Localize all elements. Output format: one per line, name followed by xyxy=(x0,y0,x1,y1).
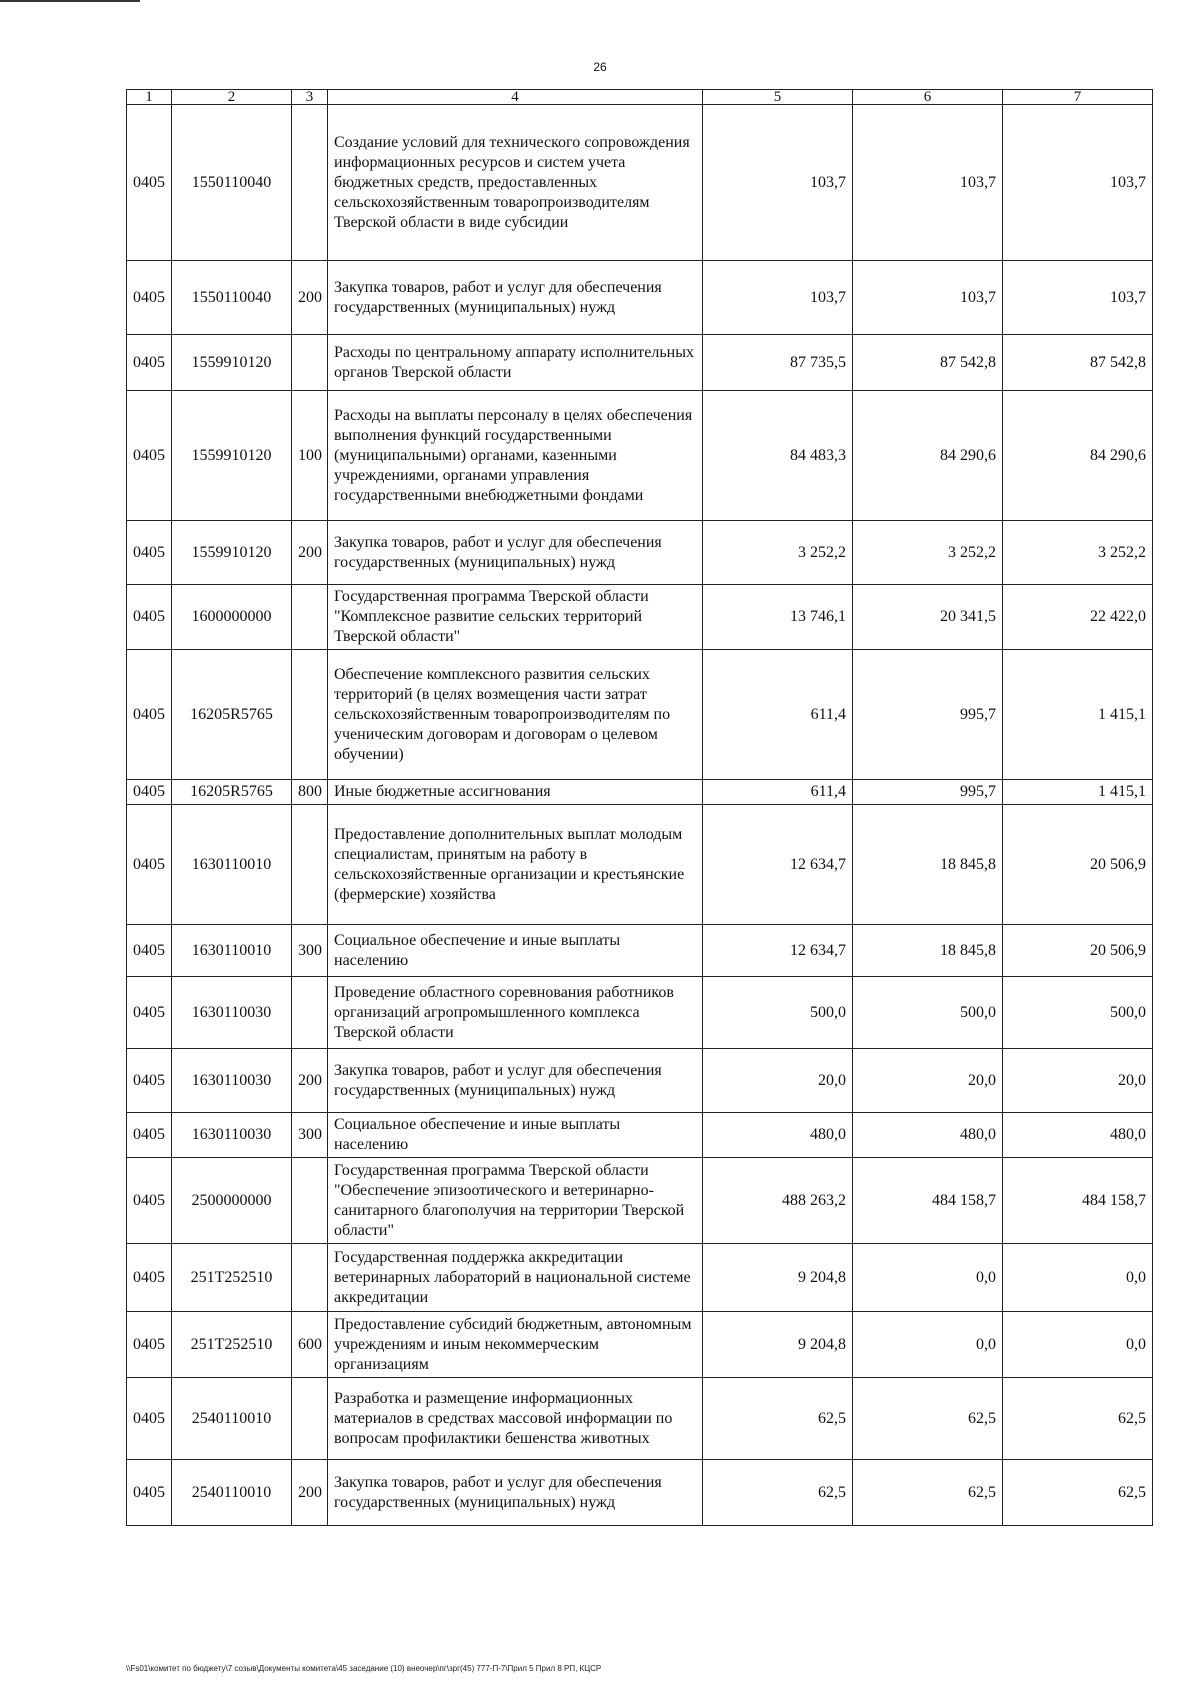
name-cell: Расходы по центральному аппарату исполнительных органов Тверской области xyxy=(328,335,703,391)
code-cell: 2540110010 xyxy=(172,1378,292,1460)
value-2024-cell: 500,0 xyxy=(1003,977,1153,1049)
name-cell: Предоставление дополнительных выплат молодым специалистам, принятым на работу в сельскохозяйственные организации и крестьянские (фермерские) хозяйства xyxy=(328,805,703,925)
value-2024-cell: 62,5 xyxy=(1003,1460,1153,1526)
table-row xyxy=(127,925,1153,977)
code-cell: 1550110040 xyxy=(172,261,292,335)
value-2024-cell: 87 542,8 xyxy=(1003,335,1153,391)
table-row xyxy=(127,1158,1153,1244)
type-cell xyxy=(292,1158,328,1244)
header-col-1: 1 xyxy=(127,90,172,105)
table-row xyxy=(127,391,1153,521)
value-2022-cell: 62,5 xyxy=(703,1378,853,1460)
section-cell: 0405 xyxy=(127,105,172,261)
section-cell: 0405 xyxy=(127,521,172,585)
section-cell: 0405 xyxy=(127,585,172,650)
value-2023-cell: 500,0 xyxy=(853,977,1003,1049)
value-2024-cell: 0,0 xyxy=(1003,1244,1153,1312)
type-cell xyxy=(292,105,328,261)
name-cell: Обеспечение комплексного развития сельских территорий (в целях возмещения части затрат сельскохозяйственным товаропроизводителям по ученическим договорам и договорам о целевом обучении) xyxy=(328,650,703,780)
value-2024-cell: 480,0 xyxy=(1003,1113,1153,1158)
value-2023-cell: 103,7 xyxy=(853,105,1003,261)
code-cell: 16205R5765 xyxy=(172,780,292,805)
value-2023-cell: 484 158,7 xyxy=(853,1158,1003,1244)
section-cell: 0405 xyxy=(127,1158,172,1244)
value-2022-cell: 13 746,1 xyxy=(703,585,853,650)
header-col-7: 7 xyxy=(1003,90,1153,105)
name-cell: Предоставление субсидий бюджетным, автономным учреждениям и иным некоммерческим организациям xyxy=(328,1312,703,1378)
section-cell: 0405 xyxy=(127,650,172,780)
value-2023-cell: 62,5 xyxy=(853,1378,1003,1460)
value-2024-cell: 484 158,7 xyxy=(1003,1158,1153,1244)
type-cell: 300 xyxy=(292,1113,328,1158)
type-cell: 800 xyxy=(292,780,328,805)
name-cell: Разработка и размещение информационных материалов в средствах массовой информации по вопросам профилактики бешенства животных xyxy=(328,1378,703,1460)
value-2024-cell: 103,7 xyxy=(1003,261,1153,335)
code-cell: 1600000000 xyxy=(172,585,292,650)
value-2022-cell: 611,4 xyxy=(703,780,853,805)
name-cell: Проведение областного соревнования работников организаций агропромышленного комплекса Тверской области xyxy=(328,977,703,1049)
value-2022-cell: 103,7 xyxy=(703,261,853,335)
footer-file-path: \\Fs01\комитет по бюджету\7 созыв\Документы комитета\45 заседание (10) внеочер\пг\зрг(45) 777-П-7\Прил 5 Прил 8 РП, КЦСР xyxy=(126,1664,602,1673)
code-cell: 2500000000 xyxy=(172,1158,292,1244)
code-cell: 1630110030 xyxy=(172,1049,292,1113)
section-cell: 0405 xyxy=(127,780,172,805)
section-cell: 0405 xyxy=(127,1113,172,1158)
code-cell: 1559910120 xyxy=(172,335,292,391)
table-row xyxy=(127,105,1153,261)
code-cell: 1630110030 xyxy=(172,977,292,1049)
table-row xyxy=(127,335,1153,391)
code-cell: 251T252510 xyxy=(172,1312,292,1378)
name-cell: Расходы на выплаты персоналу в целях обеспечения выполнения функций государственными (муниципальными) органами, казенными учреждениями, органами управления государственными внебюджетными фондами xyxy=(328,391,703,521)
name-cell: Иные бюджетные ассигнования xyxy=(328,780,703,805)
name-cell: Закупка товаров, работ и услуг для обеспечения государственных (муниципальных) нужд xyxy=(328,521,703,585)
section-cell: 0405 xyxy=(127,391,172,521)
value-2024-cell: 84 290,6 xyxy=(1003,391,1153,521)
value-2024-cell: 20,0 xyxy=(1003,1049,1153,1113)
value-2023-cell: 87 542,8 xyxy=(853,335,1003,391)
value-2022-cell: 488 263,2 xyxy=(703,1158,853,1244)
value-2023-cell: 18 845,8 xyxy=(853,805,1003,925)
value-2022-cell: 12 634,7 xyxy=(703,805,853,925)
value-2023-cell: 20 341,5 xyxy=(853,585,1003,650)
table-row xyxy=(127,1244,1153,1312)
value-2022-cell: 12 634,7 xyxy=(703,925,853,977)
section-cell: 0405 xyxy=(127,335,172,391)
type-cell xyxy=(292,805,328,925)
table-row xyxy=(127,1312,1153,1378)
table-row xyxy=(127,805,1153,925)
name-cell: Социальное обеспечение и иные выплаты населению xyxy=(328,1113,703,1158)
value-2023-cell: 995,7 xyxy=(853,650,1003,780)
value-2022-cell: 103,7 xyxy=(703,105,853,261)
value-2022-cell: 62,5 xyxy=(703,1460,853,1526)
section-cell: 0405 xyxy=(127,977,172,1049)
value-2024-cell: 20 506,9 xyxy=(1003,925,1153,977)
code-cell: 1630110010 xyxy=(172,925,292,977)
type-cell: 200 xyxy=(292,261,328,335)
type-cell: 200 xyxy=(292,1049,328,1113)
table-row xyxy=(127,585,1153,650)
value-2024-cell: 3 252,2 xyxy=(1003,521,1153,585)
code-cell: 1550110040 xyxy=(172,105,292,261)
value-2024-cell: 62,5 xyxy=(1003,1378,1153,1460)
value-2023-cell: 480,0 xyxy=(853,1113,1003,1158)
type-cell xyxy=(292,977,328,1049)
name-cell: Государственная программа Тверской области "Комплексное развитие сельских территорий Тверской области" xyxy=(328,585,703,650)
code-cell: 251T252510 xyxy=(172,1244,292,1312)
type-cell: 600 xyxy=(292,1312,328,1378)
header-col-2: 2 xyxy=(172,90,292,105)
table-row xyxy=(127,521,1153,585)
page-number: 26 xyxy=(593,60,607,74)
type-cell xyxy=(292,1244,328,1312)
name-cell: Закупка товаров, работ и услуг для обеспечения государственных (муниципальных) нужд xyxy=(328,1460,703,1526)
table-row xyxy=(127,1460,1153,1526)
name-cell: Государственная программа Тверской области "Обеспечение эпизоотического и ветеринарно-санитарного благополучия на территории Тверской области" xyxy=(328,1158,703,1244)
name-cell: Создание условий для технического сопровождения информационных ресурсов и систем учета бюджетных средств, предоставленных сельскохозяйственным товаропроизводителям Тверской области в виде субсидии xyxy=(328,105,703,261)
budget-table xyxy=(126,89,1153,1526)
value-2024-cell: 1 415,1 xyxy=(1003,780,1153,805)
table-row xyxy=(127,1049,1153,1113)
code-cell: 1630110010 xyxy=(172,805,292,925)
section-cell: 0405 xyxy=(127,1378,172,1460)
value-2022-cell: 84 483,3 xyxy=(703,391,853,521)
value-2023-cell: 103,7 xyxy=(853,261,1003,335)
name-cell: Закупка товаров, работ и услуг для обеспечения государственных (муниципальных) нужд xyxy=(328,1049,703,1113)
type-cell: 300 xyxy=(292,925,328,977)
value-2023-cell: 20,0 xyxy=(853,1049,1003,1113)
section-cell: 0405 xyxy=(127,1244,172,1312)
name-cell: Государственная поддержка аккредитации ветеринарных лабораторий в национальной системе аккредитации xyxy=(328,1244,703,1312)
section-cell: 0405 xyxy=(127,1049,172,1113)
type-cell xyxy=(292,650,328,780)
section-cell: 0405 xyxy=(127,1460,172,1526)
section-cell: 0405 xyxy=(127,925,172,977)
header-col-6: 6 xyxy=(853,90,1003,105)
table-row xyxy=(127,650,1153,780)
table-body xyxy=(127,105,1153,1526)
value-2024-cell: 22 422,0 xyxy=(1003,585,1153,650)
code-cell: 2540110010 xyxy=(172,1460,292,1526)
value-2022-cell: 20,0 xyxy=(703,1049,853,1113)
name-cell: Закупка товаров, работ и услуг для обеспечения государственных (муниципальных) нужд xyxy=(328,261,703,335)
code-cell: 1559910120 xyxy=(172,391,292,521)
value-2022-cell: 611,4 xyxy=(703,650,853,780)
value-2022-cell: 500,0 xyxy=(703,977,853,1049)
header-col-3: 3 xyxy=(292,90,328,105)
code-cell: 1559910120 xyxy=(172,521,292,585)
code-cell: 1630110030 xyxy=(172,1113,292,1158)
type-cell: 100 xyxy=(292,391,328,521)
header-row xyxy=(127,90,1153,105)
value-2023-cell: 84 290,6 xyxy=(853,391,1003,521)
value-2023-cell: 0,0 xyxy=(853,1244,1003,1312)
value-2024-cell: 1 415,1 xyxy=(1003,650,1153,780)
value-2024-cell: 0,0 xyxy=(1003,1312,1153,1378)
header-col-5: 5 xyxy=(703,90,853,105)
section-cell: 0405 xyxy=(127,1312,172,1378)
type-cell xyxy=(292,585,328,650)
table-row xyxy=(127,1378,1153,1460)
scan-artifact-line xyxy=(0,0,140,2)
value-2023-cell: 0,0 xyxy=(853,1312,1003,1378)
code-cell: 16205R5765 xyxy=(172,650,292,780)
value-2022-cell: 9 204,8 xyxy=(703,1244,853,1312)
value-2022-cell: 3 252,2 xyxy=(703,521,853,585)
value-2024-cell: 103,7 xyxy=(1003,105,1153,261)
section-cell: 0405 xyxy=(127,805,172,925)
value-2023-cell: 995,7 xyxy=(853,780,1003,805)
value-2024-cell: 20 506,9 xyxy=(1003,805,1153,925)
type-cell xyxy=(292,335,328,391)
table-row xyxy=(127,261,1153,335)
value-2022-cell: 480,0 xyxy=(703,1113,853,1158)
value-2023-cell: 3 252,2 xyxy=(853,521,1003,585)
name-cell: Социальное обеспечение и иные выплаты населению xyxy=(328,925,703,977)
type-cell: 200 xyxy=(292,521,328,585)
header-col-4: 4 xyxy=(328,90,703,105)
value-2022-cell: 87 735,5 xyxy=(703,335,853,391)
table-row xyxy=(127,780,1153,805)
table-row xyxy=(127,977,1153,1049)
value-2023-cell: 18 845,8 xyxy=(853,925,1003,977)
value-2023-cell: 62,5 xyxy=(853,1460,1003,1526)
section-cell: 0405 xyxy=(127,261,172,335)
type-cell xyxy=(292,1378,328,1460)
table-row xyxy=(127,1113,1153,1158)
type-cell: 200 xyxy=(292,1460,328,1526)
value-2022-cell: 9 204,8 xyxy=(703,1312,853,1378)
